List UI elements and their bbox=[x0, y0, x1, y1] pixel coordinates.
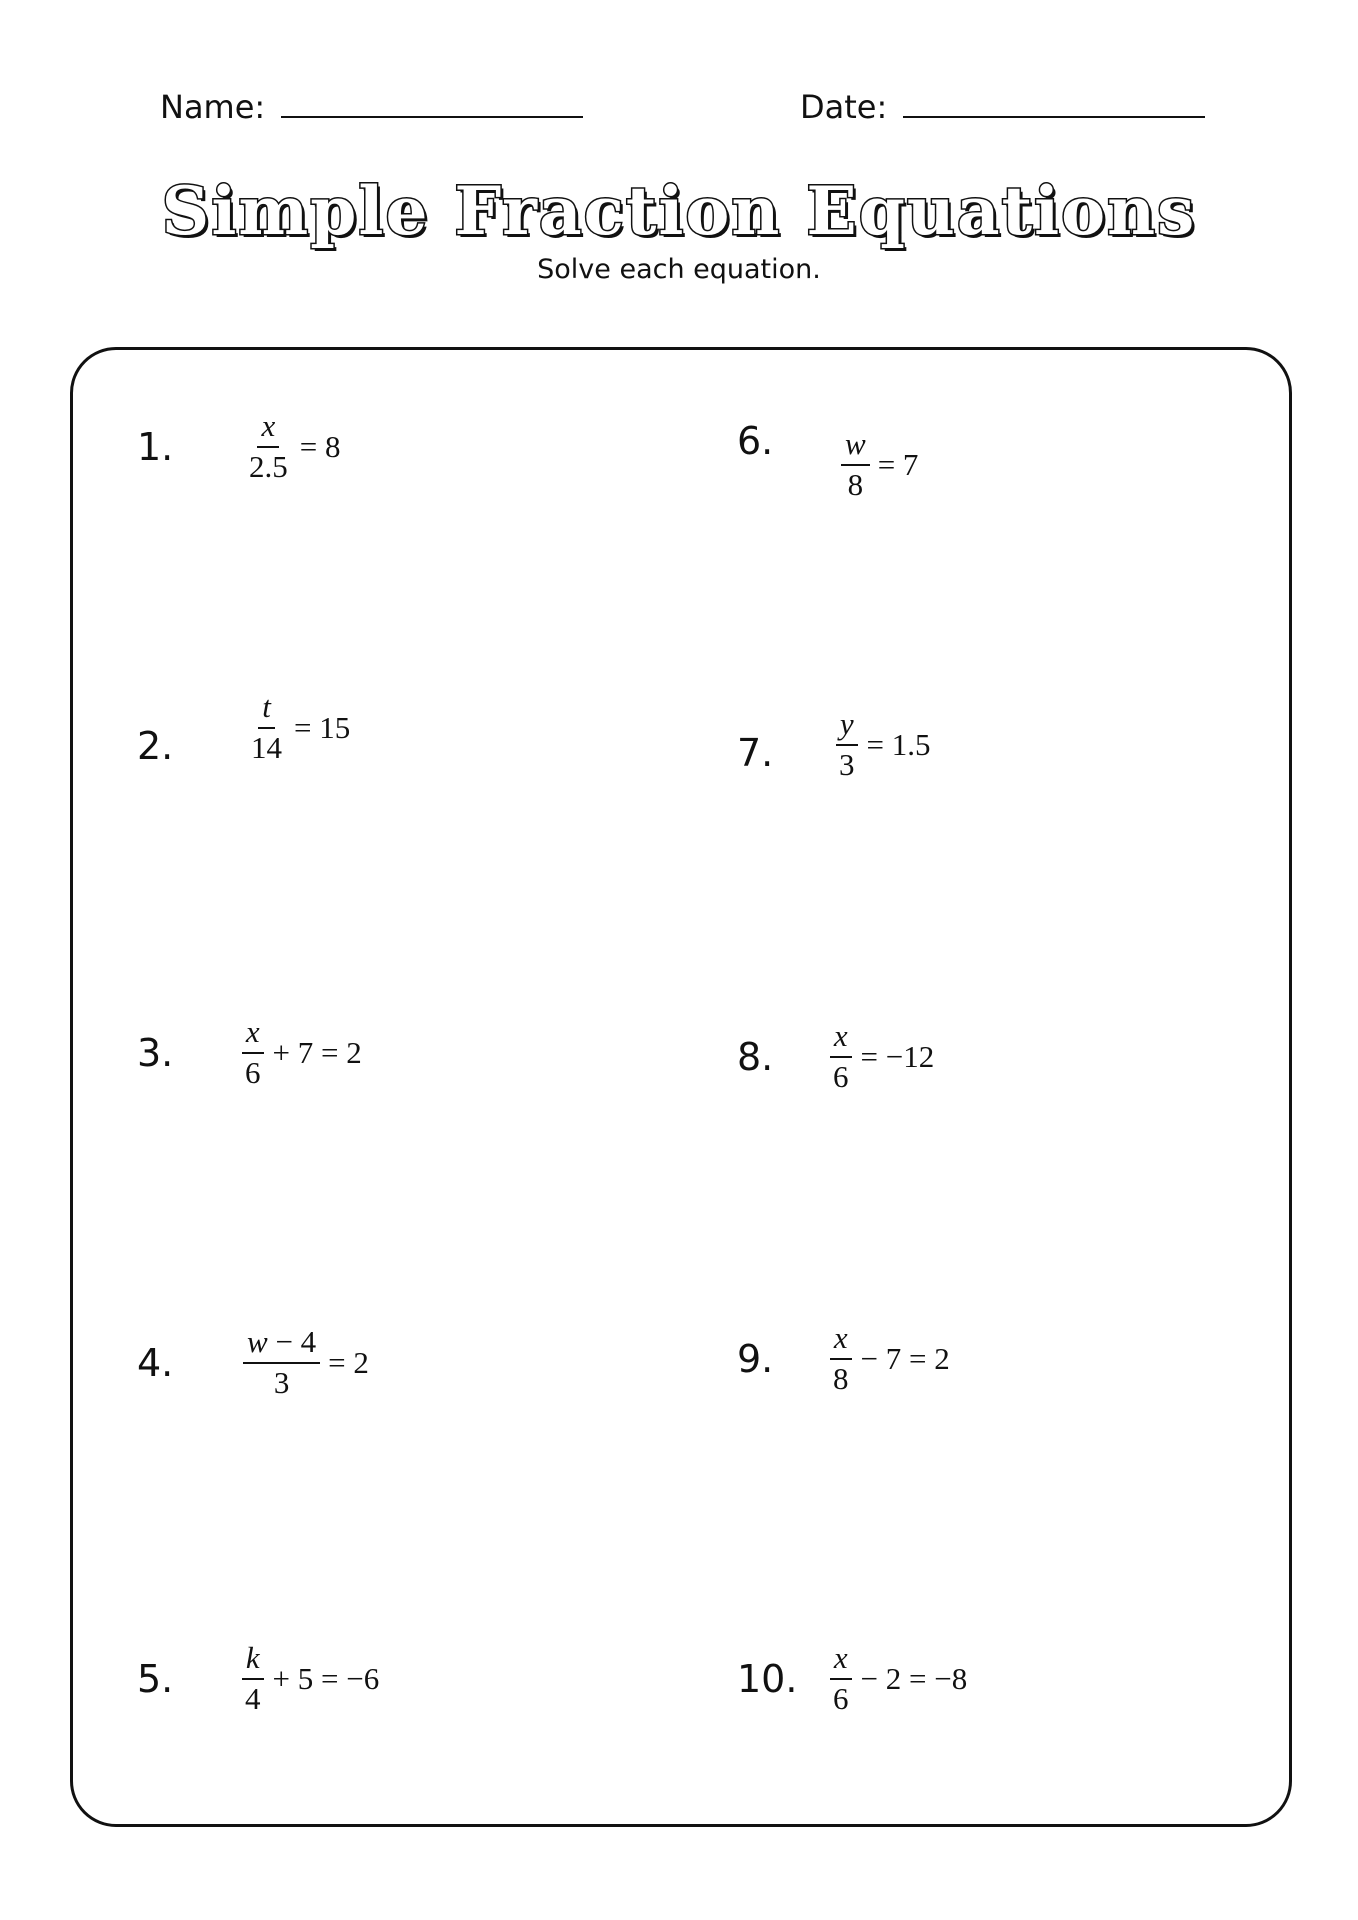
problem-6 bbox=[737, 414, 918, 501]
equation-rest: − 7 = 2 bbox=[860, 1340, 950, 1376]
equation-rest: = 15 bbox=[294, 710, 351, 745]
problem-5 bbox=[137, 1642, 379, 1715]
fraction bbox=[241, 1642, 265, 1715]
numerator-variable: w bbox=[247, 1324, 268, 1359]
date-field[interactable] bbox=[800, 82, 1205, 126]
numerator: y bbox=[836, 708, 858, 746]
fraction bbox=[829, 1020, 853, 1093]
denominator: 3 bbox=[839, 746, 855, 782]
equation-rest: + 5 = −6 bbox=[272, 1660, 380, 1696]
fraction bbox=[243, 1326, 320, 1399]
denominator: 8 bbox=[847, 466, 864, 502]
denominator: 14 bbox=[251, 730, 282, 765]
denominator: 3 bbox=[273, 1364, 290, 1400]
worksheet-title: Simple Fraction Equations bbox=[161, 172, 1197, 250]
numerator: w bbox=[841, 428, 870, 466]
denominator: 6 bbox=[833, 1058, 849, 1094]
equation bbox=[841, 428, 918, 501]
date-label: Date: bbox=[800, 88, 888, 126]
problem-number: 8. bbox=[737, 1034, 774, 1079]
fraction bbox=[829, 1642, 853, 1715]
problem-1 bbox=[137, 410, 340, 483]
problem-number: 6. bbox=[737, 418, 774, 463]
denominator: 6 bbox=[245, 1054, 261, 1090]
numerator: x bbox=[830, 1020, 852, 1058]
equation-rest: + 7 = 2 bbox=[272, 1034, 362, 1070]
fraction bbox=[245, 410, 292, 483]
equation bbox=[247, 691, 350, 764]
problem-number: 2. bbox=[137, 724, 174, 768]
problem-number: 4. bbox=[137, 1340, 174, 1385]
numerator: x bbox=[242, 1016, 264, 1054]
equation bbox=[835, 708, 930, 781]
problem-10 bbox=[737, 1642, 967, 1715]
problem-3 bbox=[137, 1016, 362, 1089]
fraction bbox=[841, 428, 870, 501]
problem-number: 3. bbox=[137, 1030, 174, 1075]
problem-number: 9. bbox=[737, 1336, 774, 1381]
equation bbox=[829, 1020, 934, 1093]
numerator: x bbox=[830, 1322, 852, 1360]
problem-number: 1. bbox=[137, 424, 174, 469]
numerator: x bbox=[830, 1642, 852, 1680]
numerator bbox=[243, 1326, 320, 1364]
name-label: Name: bbox=[160, 88, 266, 126]
equation bbox=[245, 410, 340, 483]
numerator: k bbox=[242, 1642, 264, 1680]
name-blank-line[interactable] bbox=[281, 82, 583, 118]
equation bbox=[243, 1326, 369, 1399]
problem-number: 10. bbox=[737, 1656, 798, 1701]
problem-9 bbox=[737, 1322, 950, 1395]
fraction bbox=[241, 1016, 265, 1089]
equation-rest: = 7 bbox=[877, 446, 919, 482]
fraction bbox=[247, 691, 286, 764]
date-blank-line[interactable] bbox=[903, 82, 1205, 118]
name-field[interactable] bbox=[160, 82, 583, 126]
problem-2 bbox=[137, 688, 350, 768]
equation bbox=[829, 1322, 950, 1395]
problem-number: 7. bbox=[737, 730, 774, 775]
equation-rest: = −12 bbox=[860, 1038, 935, 1074]
numerator: t bbox=[258, 691, 275, 729]
equation-rest: = 1.5 bbox=[866, 726, 931, 762]
fraction bbox=[835, 708, 859, 781]
problem-7 bbox=[737, 708, 930, 781]
equation-rest: = 8 bbox=[299, 428, 341, 464]
denominator: 6 bbox=[833, 1680, 849, 1716]
equation-rest: = 2 bbox=[328, 1344, 369, 1380]
denominator: 2.5 bbox=[249, 448, 288, 484]
problem-8 bbox=[737, 1020, 934, 1093]
denominator: 4 bbox=[245, 1680, 261, 1716]
equation bbox=[829, 1642, 967, 1715]
denominator: 8 bbox=[833, 1360, 849, 1396]
numerator: x bbox=[257, 410, 279, 448]
worksheet-instructions: Solve each equation. bbox=[537, 254, 821, 285]
problem-number: 5. bbox=[137, 1656, 174, 1701]
equation bbox=[241, 1016, 362, 1089]
equation bbox=[241, 1642, 379, 1715]
problem-4 bbox=[137, 1326, 369, 1399]
numerator-tail: − 4 bbox=[267, 1324, 317, 1359]
fraction bbox=[829, 1322, 853, 1395]
equation-rest: − 2 = −8 bbox=[860, 1660, 968, 1696]
